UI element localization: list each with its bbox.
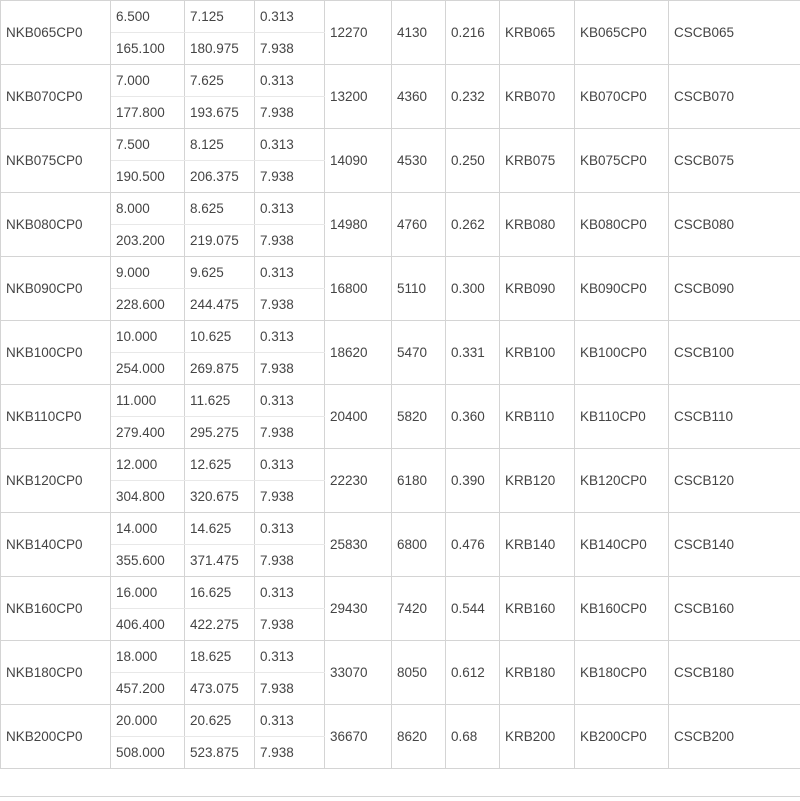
outer-diameter-mm-cell: 523.875 [185, 737, 255, 769]
cross-ref-2-cell: KB065CP0 [575, 1, 669, 65]
width-mm-cell: 7.938 [255, 737, 325, 769]
cross-ref-1-cell: KRB075 [500, 129, 575, 193]
width-inch-cell: 0.313 [255, 129, 325, 161]
bore-inch-cell: 16.000 [111, 577, 185, 609]
cross-ref-1-cell: KRB200 [500, 705, 575, 769]
static-load-cell: 4130 [392, 1, 446, 65]
part-number-cell: NKB090CP0 [1, 257, 111, 321]
part-number-cell: NKB180CP0 [1, 641, 111, 705]
weight-cell: 0.360 [446, 385, 500, 449]
dynamic-load-cell: 33070 [325, 641, 392, 705]
outer-diameter-mm-cell: 193.675 [185, 97, 255, 129]
width-inch-cell: 0.313 [255, 705, 325, 737]
width-mm-cell: 7.938 [255, 161, 325, 193]
dynamic-load-cell: 18620 [325, 321, 392, 385]
part-number-cell: NKB160CP0 [1, 577, 111, 641]
width-mm-cell: 7.938 [255, 289, 325, 321]
bore-mm-cell: 279.400 [111, 417, 185, 449]
cross-ref-3-cell: CSCB100 [669, 321, 800, 385]
outer-diameter-mm-cell: 180.975 [185, 33, 255, 65]
part-number-cell: NKB120CP0 [1, 449, 111, 513]
table-row [1, 513, 800, 545]
part-number-cell: NKB075CP0 [1, 129, 111, 193]
width-inch-cell: 0.313 [255, 641, 325, 673]
outer-diameter-mm-cell: 295.275 [185, 417, 255, 449]
static-load-cell: 7420 [392, 577, 446, 641]
cross-ref-1-cell: KRB180 [500, 641, 575, 705]
cross-ref-2-cell: KB070CP0 [575, 65, 669, 129]
dynamic-load-cell: 16800 [325, 257, 392, 321]
weight-cell: 0.262 [446, 193, 500, 257]
outer-diameter-inch-cell: 12.625 [185, 449, 255, 481]
weight-cell: 0.544 [446, 577, 500, 641]
outer-diameter-mm-cell: 206.375 [185, 161, 255, 193]
width-mm-cell: 7.938 [255, 545, 325, 577]
bore-inch-cell: 12.000 [111, 449, 185, 481]
weight-cell: 0.300 [446, 257, 500, 321]
cross-ref-2-cell: KB080CP0 [575, 193, 669, 257]
bore-mm-cell: 508.000 [111, 737, 185, 769]
outer-diameter-mm-cell: 269.875 [185, 353, 255, 385]
cross-ref-3-cell: CSCB080 [669, 193, 800, 257]
outer-diameter-inch-cell: 11.625 [185, 385, 255, 417]
width-inch-cell: 0.313 [255, 193, 325, 225]
width-inch-cell: 0.313 [255, 257, 325, 289]
outer-diameter-inch-cell: 16.625 [185, 577, 255, 609]
outer-diameter-mm-cell: 371.475 [185, 545, 255, 577]
cross-ref-3-cell: CSCB180 [669, 641, 800, 705]
bore-mm-cell: 228.600 [111, 289, 185, 321]
width-inch-cell: 0.313 [255, 385, 325, 417]
static-load-cell: 8620 [392, 705, 446, 769]
cross-ref-2-cell: KB110CP0 [575, 385, 669, 449]
static-load-cell: 5110 [392, 257, 446, 321]
outer-diameter-mm-cell: 473.075 [185, 673, 255, 705]
outer-diameter-inch-cell: 18.625 [185, 641, 255, 673]
bore-inch-cell: 20.000 [111, 705, 185, 737]
static-load-cell: 5820 [392, 385, 446, 449]
weight-cell: 0.250 [446, 129, 500, 193]
weight-cell: 0.232 [446, 65, 500, 129]
cross-ref-1-cell: KRB160 [500, 577, 575, 641]
bore-mm-cell: 203.200 [111, 225, 185, 257]
table-row [1, 577, 800, 609]
width-inch-cell: 0.313 [255, 1, 325, 33]
table-row [1, 385, 800, 417]
cross-ref-1-cell: KRB065 [500, 1, 575, 65]
dynamic-load-cell: 29430 [325, 577, 392, 641]
bore-mm-cell: 304.800 [111, 481, 185, 513]
cross-ref-3-cell: CSCB160 [669, 577, 800, 641]
outer-diameter-inch-cell: 9.625 [185, 257, 255, 289]
cross-ref-1-cell: KRB140 [500, 513, 575, 577]
bore-mm-cell: 165.100 [111, 33, 185, 65]
width-inch-cell: 0.313 [255, 513, 325, 545]
dynamic-load-cell: 20400 [325, 385, 392, 449]
static-load-cell: 4760 [392, 193, 446, 257]
outer-diameter-inch-cell: 8.625 [185, 193, 255, 225]
outer-diameter-mm-cell: 320.675 [185, 481, 255, 513]
cross-ref-3-cell: CSCB070 [669, 65, 800, 129]
table-row [1, 193, 800, 225]
bore-inch-cell: 8.000 [111, 193, 185, 225]
cross-ref-1-cell: KRB100 [500, 321, 575, 385]
width-mm-cell: 7.938 [255, 609, 325, 641]
table-row [1, 257, 800, 289]
cross-ref-2-cell: KB075CP0 [575, 129, 669, 193]
table-bottom-edge [0, 796, 800, 801]
outer-diameter-inch-cell: 8.125 [185, 129, 255, 161]
static-load-cell: 6800 [392, 513, 446, 577]
part-number-cell: NKB080CP0 [1, 193, 111, 257]
table-row [1, 449, 800, 481]
bore-inch-cell: 14.000 [111, 513, 185, 545]
cross-ref-3-cell: CSCB110 [669, 385, 800, 449]
weight-cell: 0.331 [446, 321, 500, 385]
cross-ref-2-cell: KB160CP0 [575, 577, 669, 641]
part-number-cell: NKB110CP0 [1, 385, 111, 449]
weight-cell: 0.476 [446, 513, 500, 577]
bore-mm-cell: 406.400 [111, 609, 185, 641]
bore-mm-cell: 254.000 [111, 353, 185, 385]
cross-ref-2-cell: KB120CP0 [575, 449, 669, 513]
cross-ref-2-cell: KB200CP0 [575, 705, 669, 769]
table-row [1, 321, 800, 353]
table-row [1, 705, 800, 737]
cross-ref-1-cell: KRB120 [500, 449, 575, 513]
bore-inch-cell: 7.000 [111, 65, 185, 97]
width-mm-cell: 7.938 [255, 33, 325, 65]
outer-diameter-inch-cell: 7.125 [185, 1, 255, 33]
cross-ref-2-cell: KB100CP0 [575, 321, 669, 385]
width-mm-cell: 7.938 [255, 481, 325, 513]
bore-inch-cell: 9.000 [111, 257, 185, 289]
weight-cell: 0.612 [446, 641, 500, 705]
dynamic-load-cell: 14090 [325, 129, 392, 193]
part-number-cell: NKB140CP0 [1, 513, 111, 577]
cross-ref-1-cell: KRB080 [500, 193, 575, 257]
static-load-cell: 4530 [392, 129, 446, 193]
outer-diameter-inch-cell: 10.625 [185, 321, 255, 353]
cross-ref-2-cell: KB180CP0 [575, 641, 669, 705]
outer-diameter-inch-cell: 20.625 [185, 705, 255, 737]
bore-inch-cell: 7.500 [111, 129, 185, 161]
static-load-cell: 5470 [392, 321, 446, 385]
dynamic-load-cell: 22230 [325, 449, 392, 513]
outer-diameter-mm-cell: 422.275 [185, 609, 255, 641]
table-row [1, 65, 800, 97]
cross-ref-3-cell: CSCB140 [669, 513, 800, 577]
width-mm-cell: 7.938 [255, 97, 325, 129]
width-mm-cell: 7.938 [255, 225, 325, 257]
cross-ref-3-cell: CSCB075 [669, 129, 800, 193]
static-load-cell: 4360 [392, 65, 446, 129]
static-load-cell: 8050 [392, 641, 446, 705]
cross-ref-3-cell: CSCB065 [669, 1, 800, 65]
cross-ref-1-cell: KRB070 [500, 65, 575, 129]
cross-ref-1-cell: KRB110 [500, 385, 575, 449]
part-number-cell: NKB065CP0 [1, 1, 111, 65]
width-inch-cell: 0.313 [255, 449, 325, 481]
outer-diameter-mm-cell: 244.475 [185, 289, 255, 321]
bore-inch-cell: 11.000 [111, 385, 185, 417]
width-mm-cell: 7.938 [255, 417, 325, 449]
width-inch-cell: 0.313 [255, 65, 325, 97]
part-number-cell: NKB100CP0 [1, 321, 111, 385]
width-inch-cell: 0.313 [255, 321, 325, 353]
width-mm-cell: 7.938 [255, 673, 325, 705]
static-load-cell: 6180 [392, 449, 446, 513]
bore-mm-cell: 190.500 [111, 161, 185, 193]
bore-mm-cell: 355.600 [111, 545, 185, 577]
width-inch-cell: 0.313 [255, 577, 325, 609]
dynamic-load-cell: 36670 [325, 705, 392, 769]
cross-ref-1-cell: KRB090 [500, 257, 575, 321]
dynamic-load-cell: 13200 [325, 65, 392, 129]
table-row [1, 641, 800, 673]
cross-ref-3-cell: CSCB200 [669, 705, 800, 769]
dynamic-load-cell: 14980 [325, 193, 392, 257]
bore-inch-cell: 6.500 [111, 1, 185, 33]
weight-cell: 0.390 [446, 449, 500, 513]
table-row [1, 1, 800, 33]
bore-mm-cell: 457.200 [111, 673, 185, 705]
width-mm-cell: 7.938 [255, 353, 325, 385]
outer-diameter-inch-cell: 7.625 [185, 65, 255, 97]
weight-cell: 0.68 [446, 705, 500, 769]
cross-ref-2-cell: KB140CP0 [575, 513, 669, 577]
bore-inch-cell: 10.000 [111, 321, 185, 353]
part-number-cell: NKB200CP0 [1, 705, 111, 769]
cross-ref-2-cell: KB090CP0 [575, 257, 669, 321]
outer-diameter-inch-cell: 14.625 [185, 513, 255, 545]
dynamic-load-cell: 25830 [325, 513, 392, 577]
table-row [1, 129, 800, 161]
weight-cell: 0.216 [446, 1, 500, 65]
cross-ref-3-cell: CSCB120 [669, 449, 800, 513]
bore-inch-cell: 18.000 [111, 641, 185, 673]
part-number-cell: NKB070CP0 [1, 65, 111, 129]
outer-diameter-mm-cell: 219.075 [185, 225, 255, 257]
bore-mm-cell: 177.800 [111, 97, 185, 129]
cross-ref-3-cell: CSCB090 [669, 257, 800, 321]
dynamic-load-cell: 12270 [325, 1, 392, 65]
